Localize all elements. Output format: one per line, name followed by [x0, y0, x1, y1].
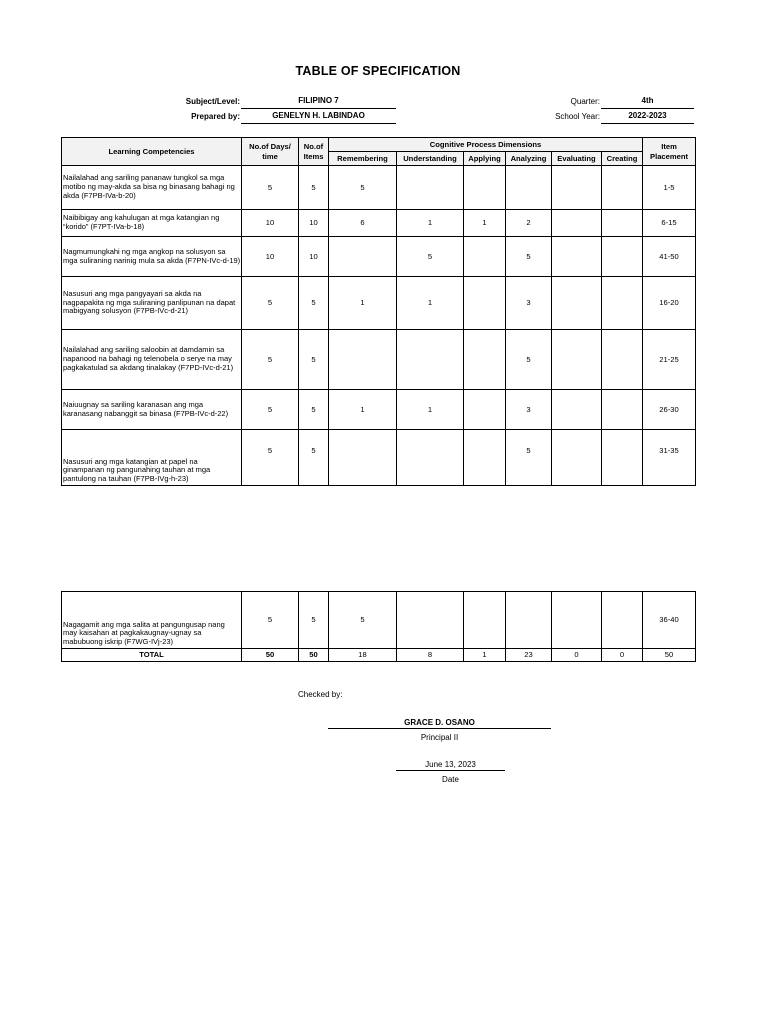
items-cell: 5: [299, 330, 329, 390]
total-applying: 1: [464, 649, 506, 662]
evaluating-cell: [552, 592, 602, 649]
understanding-cell: 5: [397, 237, 464, 277]
creating-cell: [602, 592, 643, 649]
header-item-placement: Item Placement: [643, 138, 696, 166]
evaluating-cell: [552, 430, 602, 486]
evaluating-cell: [552, 237, 602, 277]
items-cell: 5: [299, 592, 329, 649]
understanding-cell: [397, 166, 464, 210]
analyzing-cell: 3: [506, 390, 552, 430]
analyzing-cell: 5: [506, 330, 552, 390]
remembering-cell: [329, 430, 397, 486]
header-remembering: Remembering: [329, 152, 397, 166]
items-cell: 5: [299, 277, 329, 330]
understanding-cell: 1: [397, 210, 464, 237]
competency-cell: Nailalahad ang sariling saloobin at damdamin sa napanood na bahagi ng telenobela o serye na may pagkakatulad sa akdang tinalakay (F7PD-IVc-d-21): [62, 330, 242, 390]
creating-cell: [602, 166, 643, 210]
prepared-by-label: Prepared by:: [191, 112, 240, 121]
table-row: [62, 277, 696, 330]
table-row: [62, 330, 696, 390]
items-cell: 5: [299, 390, 329, 430]
evaluating-cell: [552, 166, 602, 210]
applying-cell: [464, 390, 506, 430]
header-understanding: Understanding: [397, 152, 464, 166]
evaluating-cell: [552, 330, 602, 390]
placement-cell: 16-20: [643, 277, 696, 330]
days-cell: 5: [242, 592, 299, 649]
total-evaluating: 0: [552, 649, 602, 662]
placement-cell: 21-25: [643, 330, 696, 390]
days-cell: 5: [242, 390, 299, 430]
remembering-cell: 6: [329, 210, 397, 237]
total-days: 50: [242, 649, 299, 662]
signatory-position: Principal II: [420, 733, 459, 742]
items-cell: 5: [299, 430, 329, 486]
creating-cell: [602, 430, 643, 486]
header-creating: Creating: [602, 152, 643, 166]
competency-cell: Nailalahad ang sariling pananaw tungkol sa mga motibo ng may-akda sa bisa ng binasang bahagi ng akda (F7PB-IVa-b-20): [62, 166, 242, 210]
total-row: [62, 649, 696, 662]
table-row: [62, 210, 696, 237]
school-year-label: School Year:: [555, 112, 600, 121]
quarter-value: 4th: [601, 96, 694, 109]
total-placement: 50: [643, 649, 696, 662]
days-cell: 10: [242, 210, 299, 237]
analyzing-cell: 3: [506, 277, 552, 330]
header-analyzing: Analyzing: [506, 152, 552, 166]
total-label: TOTAL: [62, 649, 242, 662]
competency-cell: Nasusuri ang mga pangyayari sa akda na nagpapakita ng mga suliraning panlipunan na dapat mabigyang solusyon (F7PB-IVc-d-21): [62, 277, 242, 330]
signatory-name: GRACE D. OSANO: [328, 718, 551, 729]
analyzing-cell: [506, 592, 552, 649]
creating-cell: [602, 237, 643, 277]
items-cell: 5: [299, 166, 329, 210]
table-row: [62, 237, 696, 277]
competency-cell: Nasusuri ang mga katangian at papel na ginampanan ng pangunahing tauhan at mga pantulong na tauhan (F7PB-IVg-h-23): [62, 430, 242, 486]
competency-cell: Nagmumungkahi ng mga angkop na solusyon sa mga suliraning narinig mula sa akda (F7PN-IVc-d-19): [62, 237, 242, 277]
remembering-cell: 1: [329, 277, 397, 330]
creating-cell: [602, 210, 643, 237]
subject-value: FILIPINO 7: [241, 96, 396, 109]
items-cell: 10: [299, 210, 329, 237]
remembering-cell: 5: [329, 166, 397, 210]
analyzing-cell: 5: [506, 237, 552, 277]
remembering-cell: [329, 330, 397, 390]
placement-cell: 6-15: [643, 210, 696, 237]
understanding-cell: [397, 592, 464, 649]
placement-cell: 36-40: [643, 592, 696, 649]
analyzing-cell: [506, 166, 552, 210]
days-cell: 5: [242, 277, 299, 330]
header-days: No.of Days/ time: [242, 138, 299, 166]
placement-cell: 26-30: [643, 390, 696, 430]
applying-cell: [464, 237, 506, 277]
competency-cell: Naibibigay ang kahulugan at mga katangian ng “korido” (F7PT-IVa-b-18): [62, 210, 242, 237]
remembering-cell: 1: [329, 390, 397, 430]
quarter-label: Quarter:: [570, 97, 600, 106]
competency-cell: Naiuugnay sa sariling karanasan ang mga karanasang nabanggit sa binasa (F7PB-IVc-d-22): [62, 390, 242, 430]
understanding-cell: 1: [397, 390, 464, 430]
understanding-cell: [397, 330, 464, 390]
total-remembering: 18: [329, 649, 397, 662]
signed-date-label: Date: [442, 775, 459, 784]
signed-date-value: June 13, 2023: [396, 760, 505, 771]
subject-label: Subject/Level:: [185, 97, 240, 106]
analyzing-cell: 5: [506, 430, 552, 486]
remembering-cell: 5: [329, 592, 397, 649]
applying-cell: [464, 330, 506, 390]
placement-cell: 1-5: [643, 166, 696, 210]
evaluating-cell: [552, 390, 602, 430]
evaluating-cell: [552, 210, 602, 237]
specification-table: [61, 137, 696, 486]
total-understanding: 8: [397, 649, 464, 662]
header-applying: Applying: [464, 152, 506, 166]
applying-cell: [464, 277, 506, 330]
placement-cell: 41-50: [643, 237, 696, 277]
header-evaluating: Evaluating: [552, 152, 602, 166]
header-items: No.of Items: [299, 138, 329, 166]
header-cognitive-dimensions: Cognitive Process Dimensions: [329, 138, 643, 152]
evaluating-cell: [552, 277, 602, 330]
days-cell: 5: [242, 330, 299, 390]
applying-cell: 1: [464, 210, 506, 237]
specification-table-continued: [61, 591, 696, 662]
understanding-cell: [397, 430, 464, 486]
school-year-value: 2022-2023: [601, 111, 694, 124]
understanding-cell: 1: [397, 277, 464, 330]
analyzing-cell: 2: [506, 210, 552, 237]
days-cell: 5: [242, 430, 299, 486]
checked-by-label: Checked by:: [298, 690, 343, 699]
applying-cell: [464, 430, 506, 486]
prepared-by-value: GENELYN H. LABINDAO: [241, 111, 396, 124]
table-row: [62, 166, 696, 210]
items-cell: 10: [299, 237, 329, 277]
total-analyzing: 23: [506, 649, 552, 662]
placement-cell: 31-35: [643, 430, 696, 486]
table-row: [62, 592, 696, 649]
days-cell: 5: [242, 166, 299, 210]
table-row: [62, 390, 696, 430]
header-competencies: Learning Competencies: [62, 138, 242, 166]
applying-cell: [464, 592, 506, 649]
total-creating: 0: [602, 649, 643, 662]
creating-cell: [602, 277, 643, 330]
table-row: [62, 430, 696, 486]
competency-cell: Nagagamit ang mga salita at pangungusap nang may kaisahan at pagkakaugnay-ugnay sa mabubuong iskrip (F7WG-IVj-23): [62, 592, 242, 649]
applying-cell: [464, 166, 506, 210]
creating-cell: [602, 390, 643, 430]
creating-cell: [602, 330, 643, 390]
total-items: 50: [299, 649, 329, 662]
page-title: TABLE OF SPECIFICATION: [295, 64, 461, 78]
remembering-cell: [329, 237, 397, 277]
days-cell: 10: [242, 237, 299, 277]
